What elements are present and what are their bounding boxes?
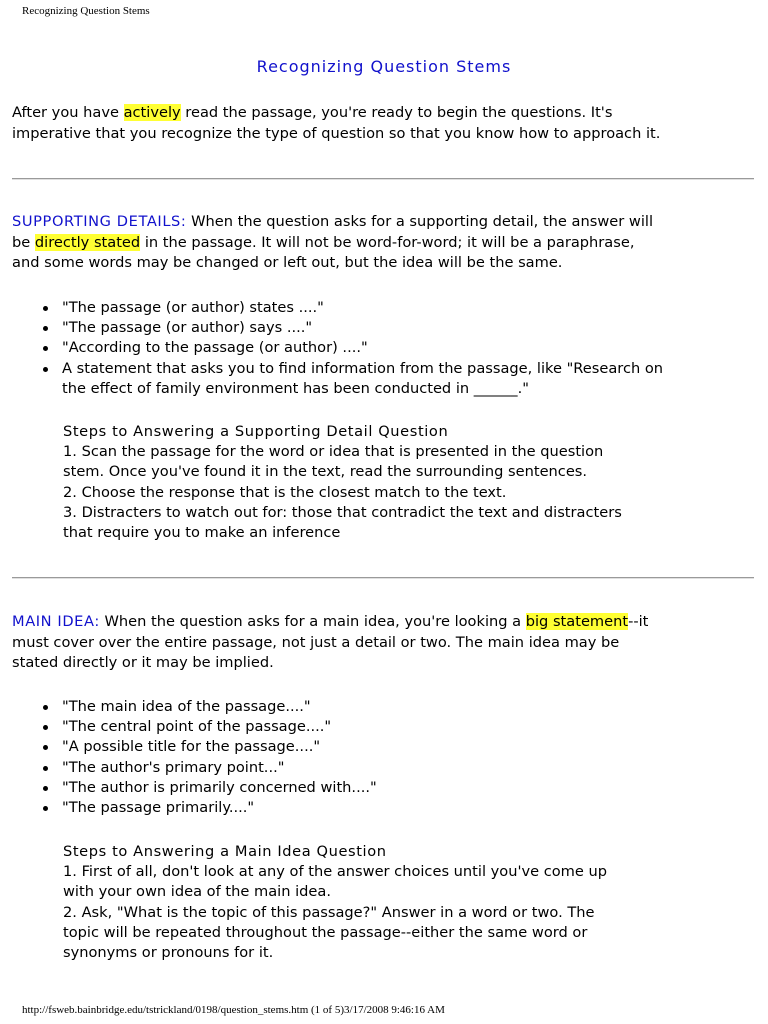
- list-item: "The central point of the passage....": [12, 717, 377, 737]
- supporting-steps: [63, 422, 622, 543]
- supporting-line-2: [12, 233, 752, 254]
- supporting-line-1: [12, 212, 752, 233]
- supporting-text: When the question asks for a supporting detail, the answer will: [186, 213, 653, 230]
- supporting-text: in the passage. It will not be word-for-word; it will be a paraphrase,: [140, 233, 635, 251]
- supporting-stem-list: [12, 298, 663, 399]
- list-item-continuation: the effect of family environment has been conducted in ______.": [62, 379, 529, 397]
- step-line: synonyms or pronouns for it.: [63, 944, 274, 962]
- list-item: [12, 359, 663, 399]
- main-idea-line-1: [12, 612, 752, 633]
- intro-paragraph: [12, 103, 752, 144]
- intro-text: After you have: [12, 104, 124, 121]
- print-header: Recognizing Question Stems: [22, 5, 150, 17]
- main-idea-paragraph: [12, 612, 752, 674]
- steps-title: Steps to Answering a Supporting Detail Question: [63, 423, 449, 440]
- print-footer-url: http://fsweb.bainbridge.edu/tstrickland/0198/question_stems.htm (1 of 5)3/17/2008 9:46:16 AM: [22, 1004, 445, 1016]
- highlight-directly-stated: directly stated: [34, 233, 141, 251]
- list-item: "The author is primarily concerned with....": [12, 778, 377, 798]
- main-idea-text: --it: [628, 613, 649, 630]
- main-idea-heading: MAIN IDEA:: [12, 613, 100, 630]
- intro-text: read the passage, you're ready to begin the questions. It's: [180, 104, 613, 121]
- list-item-text: A statement that asks you to find information from the passage, like "Research on: [62, 359, 664, 377]
- step-line: 1. First of all, don't look at any of the answer choices until you've come up: [63, 863, 608, 881]
- list-item: "A possible title for the passage....": [12, 737, 377, 757]
- list-item: "The passage primarily....": [12, 798, 377, 818]
- steps-title: Steps to Answering a Main Idea Question: [63, 843, 387, 860]
- step-line: 2. Choose the response that is the closest match to the text.: [63, 483, 507, 501]
- list-item: "The author's primary point...": [12, 758, 377, 778]
- main-idea-stem-list: [12, 697, 377, 818]
- page-title: Recognizing Question Stems: [256, 57, 512, 76]
- step-line: stem. Once you've found it in the text, read the surrounding sentences.: [63, 463, 588, 481]
- section-divider: [12, 178, 754, 180]
- main-idea-steps: [63, 842, 607, 963]
- list-item: "The main idea of the passage....": [12, 697, 377, 717]
- supporting-text: be: [12, 233, 35, 251]
- step-line: 2. Ask, "What is the topic of this passage?" Answer in a word or two. The: [63, 903, 595, 921]
- intro-line-1: [12, 103, 752, 124]
- supporting-details-heading: SUPPORTING DETAILS:: [12, 213, 187, 230]
- step-line: with your own idea of the main idea.: [63, 883, 331, 901]
- step-line: 1. Scan the passage for the word or idea that is presented in the question: [63, 443, 604, 461]
- list-item: "According to the passage (or author) ....": [12, 338, 663, 358]
- highlight-actively: actively: [123, 104, 181, 121]
- step-line: that require you to make an inference: [63, 524, 341, 542]
- list-item: "The passage (or author) states ....": [12, 298, 663, 318]
- highlight-big-statement: big statement: [525, 613, 629, 630]
- intro-line-2: imperative that you recognize the type of question so that you know how to approach it.: [12, 124, 661, 142]
- list-item: "The passage (or author) says ....": [12, 318, 663, 338]
- step-line: topic will be repeated throughout the passage--either the same word or: [63, 923, 588, 941]
- step-line: 3. Distracters to watch out for: those that contradict the text and distracters: [63, 503, 622, 521]
- supporting-details-paragraph: [12, 212, 752, 274]
- section-divider: [12, 577, 754, 579]
- main-idea-text: When the question asks for a main idea, you're looking a: [99, 613, 526, 630]
- main-idea-line-3: stated directly or it may be implied.: [12, 654, 274, 671]
- main-idea-line-2: must cover over the entire passage, not just a detail or two. The main idea may be: [12, 633, 620, 651]
- supporting-line-3: and some words may be changed or left out, but the idea will be the same.: [12, 254, 563, 271]
